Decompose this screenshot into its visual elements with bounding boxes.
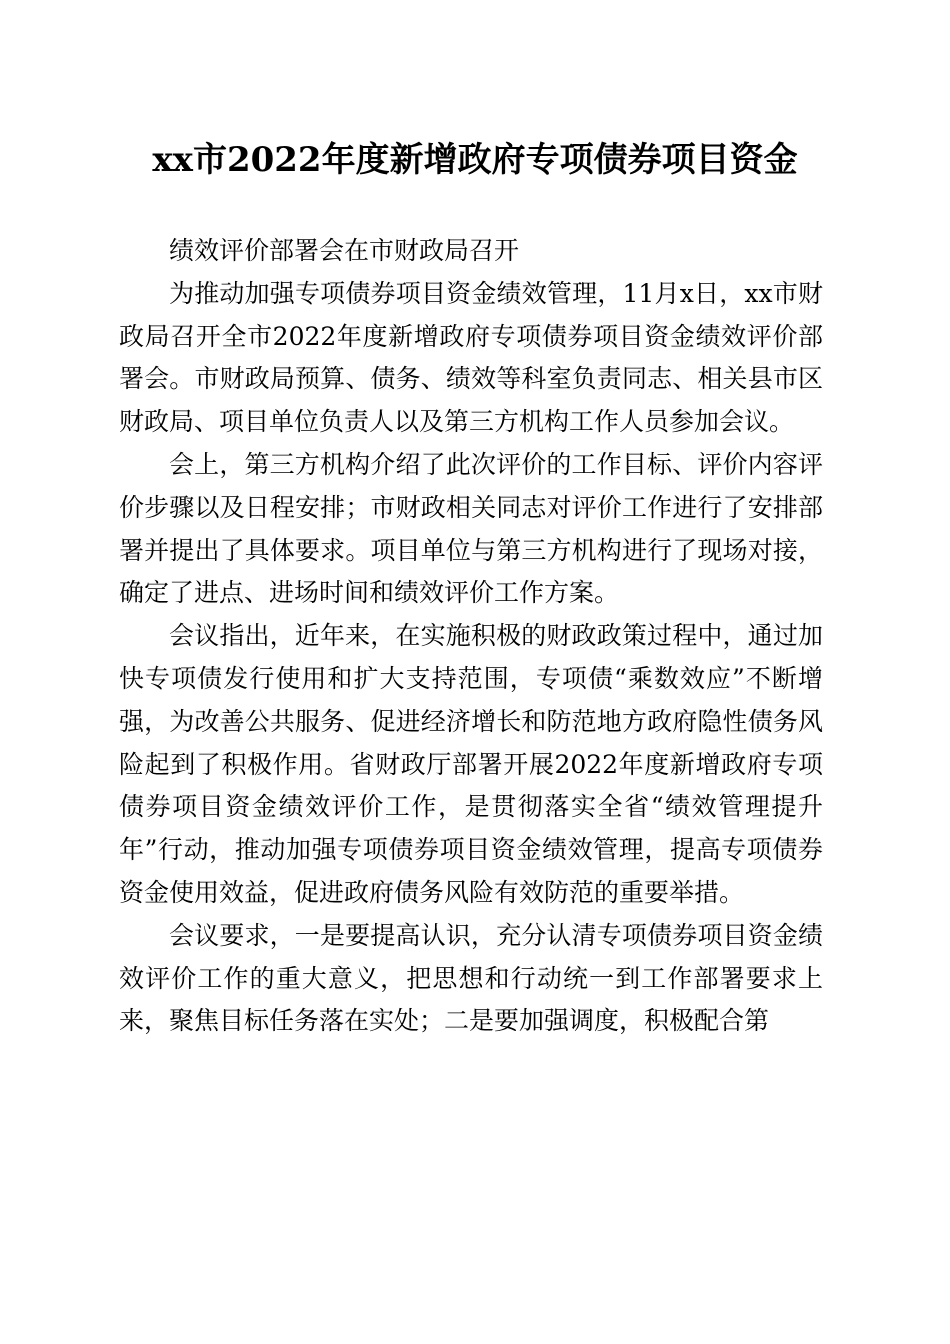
paragraph: 会上，第三方机构介绍了此次评价的工作目标、评价内容评价步骤以及日程安排；市财政相关同志对评价工作进行了安排部署并提出了具体要求。项目单位与第三方机构进行了现场对接，确定了进点、进场时间和绩效评价工作方案。 <box>119 449 823 608</box>
paragraph: 会议指出，近年来，在实施积极的财政政策过程中，通过加快专项债发行使用和扩大支持范围，专项债“乘数效应”不断增强，为改善公共服务、促进经济增长和防范地方政府隐性债务风险起到了积极作用。省财政厅部署开展2022年度新增政府专项债券项目资金绩效评价工作，是贯彻落实全省“绩效管理提升年”行动，推动加强专项债券项目资金绩效管理，提高专项债券资金使用效益，促进政府债务风险有效防范的重要举措。 <box>119 621 823 907</box>
document-title: xx市2022年度新增政府专项债券项目资金 <box>152 140 798 180</box>
paragraph: 会议要求，一是要提高认识，充分认清专项债券项目资金绩效评价工作的重大意义，把思想和行动统一到工作部署要求上来，聚焦目标任务落在实处；二是要加强调度，积极配合第 <box>119 920 823 1036</box>
paragraph: 为推动加强专项债券项目资金绩效管理，11月x日，xx市财政局召开全市2022年度新增政府专项债券项目资金绩效评价部署会。市财政局预算、债务、绩效等科室负责同志、相关县市区财政局、项目单位负责人以及第三方机构工作人员参加会议。 <box>119 278 823 437</box>
paragraph-subtitle: 绩效评价部署会在市财政局召开 <box>169 236 520 265</box>
document-body <box>119 230 823 1043</box>
